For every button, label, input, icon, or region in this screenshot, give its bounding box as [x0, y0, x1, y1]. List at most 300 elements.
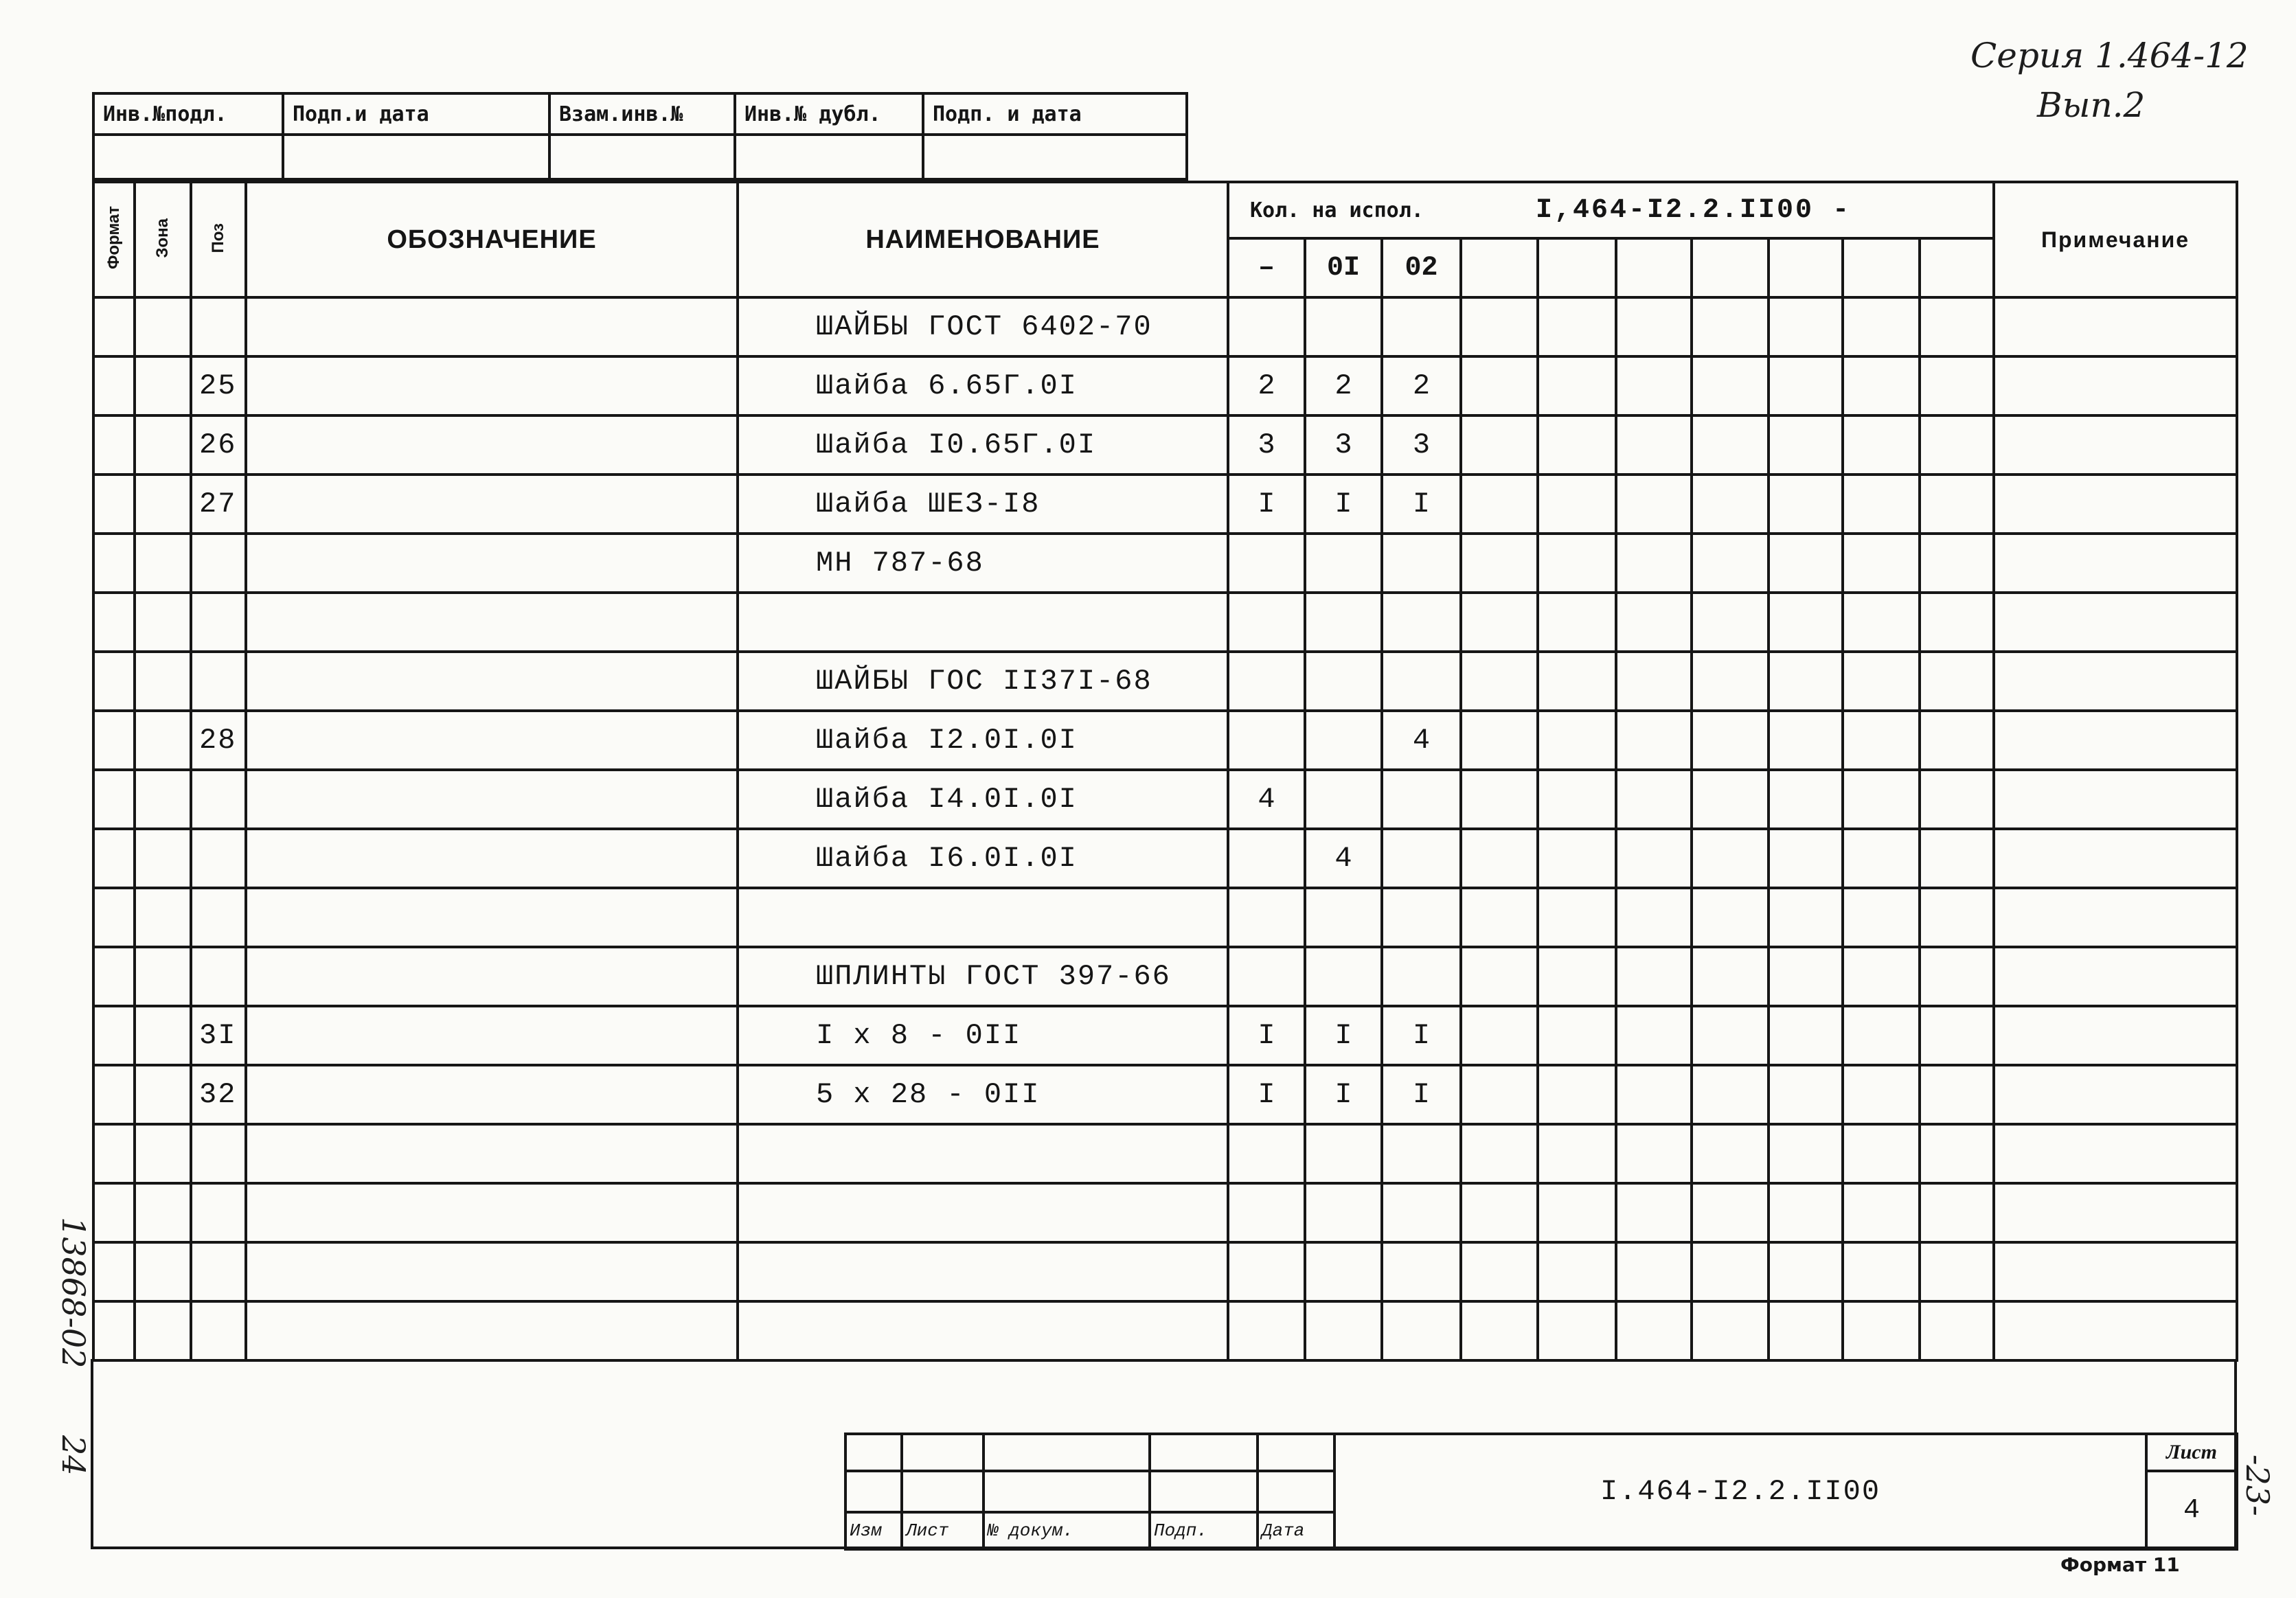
quantity-cell [1769, 711, 1843, 770]
zone-cell [135, 1301, 191, 1360]
format-cell [93, 593, 135, 652]
note-cell [1994, 415, 2237, 475]
quantity-cell [1616, 888, 1692, 947]
designation-cell [246, 534, 738, 593]
header-variant [1769, 238, 1843, 297]
quantity-cell [1843, 475, 1920, 534]
quantity-cell: I [1382, 1006, 1461, 1065]
format-cell [93, 475, 135, 534]
quantity-cell [1843, 1301, 1920, 1360]
archive-stamp-table [92, 92, 1188, 181]
quantity-cell [1228, 1183, 1305, 1242]
quantity-cell [1461, 593, 1538, 652]
quantity-cell [1228, 297, 1305, 356]
zone-cell [135, 829, 191, 888]
note-cell [1994, 534, 2237, 593]
quantity-cell [1461, 1065, 1538, 1124]
name-cell: Шайба I6.0I.0I [738, 829, 1228, 888]
quantity-cell [1382, 534, 1461, 593]
quantity-cell [1692, 947, 1769, 1006]
zone-cell [135, 947, 191, 1006]
quantity-cell [1228, 1242, 1305, 1301]
format-cell [93, 1124, 135, 1183]
quantity-cell [1692, 1006, 1769, 1065]
quantity-cell [1305, 888, 1382, 947]
header-variant: 0I [1305, 238, 1382, 297]
series-handwritten-note: Серия 1.464-12 [1970, 36, 2249, 76]
spec-row [93, 888, 2237, 947]
quantity-cell: 2 [1305, 356, 1382, 415]
quantity-cell [1616, 534, 1692, 593]
quantity-cell [1920, 1124, 1994, 1183]
header-variant [1461, 238, 1538, 297]
quantity-cell [1769, 593, 1843, 652]
spec-row [93, 770, 2237, 829]
quantity-cell [1920, 534, 1994, 593]
quantity-cell [1305, 1242, 1382, 1301]
header-quantity-label: Кол. на испол. [1250, 198, 1424, 222]
quantity-cell: 3 [1382, 415, 1461, 475]
header-document-number: I,464-I2.2.II00 - [1536, 194, 1852, 226]
name-cell: ШАЙБЫ ГОС II37I-68 [738, 652, 1228, 711]
zone-cell [135, 1183, 191, 1242]
quantity-cell: I [1305, 1065, 1382, 1124]
header-variant: 02 [1382, 238, 1461, 297]
note-cell [1994, 1242, 2237, 1301]
note-cell [1994, 1124, 2237, 1183]
note-cell [1994, 593, 2237, 652]
spec-row [93, 711, 2237, 770]
specification-table [92, 181, 2238, 1362]
revision-cell [1150, 1434, 1258, 1471]
quantity-cell [1692, 652, 1769, 711]
title-block [844, 1433, 2238, 1551]
spec-row [93, 356, 2237, 415]
quantity-cell [1538, 415, 1616, 475]
label-document-no: № докум. [984, 1512, 1150, 1549]
quantity-cell [1843, 1183, 1920, 1242]
quantity-cell: I [1305, 475, 1382, 534]
quantity-cell [1538, 593, 1616, 652]
quantity-cell [1382, 770, 1461, 829]
quantity-cell [1461, 1242, 1538, 1301]
quantity-cell [1228, 1301, 1305, 1360]
label-change: Изм [845, 1512, 902, 1549]
stamp-value-cell [735, 135, 923, 179]
header-quantity-group [1228, 182, 1994, 238]
format-cell [93, 888, 135, 947]
quantity-cell [1305, 947, 1382, 1006]
spec-row [93, 652, 2237, 711]
quantity-cell [1538, 1124, 1616, 1183]
quantity-cell: 4 [1228, 770, 1305, 829]
zone-cell [135, 534, 191, 593]
name-cell [738, 1183, 1228, 1242]
quantity-cell [1843, 356, 1920, 415]
position-cell: 25 [191, 356, 246, 415]
quantity-cell [1769, 1065, 1843, 1124]
stamp-value-cell [283, 135, 549, 179]
quantity-cell [1538, 829, 1616, 888]
quantity-cell [1920, 1183, 1994, 1242]
designation-cell [246, 475, 738, 534]
label-date: Дата [1258, 1512, 1334, 1549]
quantity-cell [1461, 1301, 1538, 1360]
designation-cell [246, 711, 738, 770]
position-cell [191, 1301, 246, 1360]
quantity-cell [1769, 770, 1843, 829]
quantity-cell [1769, 652, 1843, 711]
spec-body [93, 297, 2237, 1360]
note-cell [1994, 356, 2237, 415]
header-position [191, 182, 246, 297]
quantity-cell [1538, 356, 1616, 415]
quantity-cell [1616, 593, 1692, 652]
quantity-cell [1843, 888, 1920, 947]
quantity-cell [1920, 1006, 1994, 1065]
label-sheet: Лист [902, 1512, 984, 1549]
format-cell [93, 947, 135, 1006]
name-cell: Шайба ШЕЗ-I8 [738, 475, 1228, 534]
quantity-cell [1843, 711, 1920, 770]
quantity-cell [1382, 1124, 1461, 1183]
quantity-cell [1920, 652, 1994, 711]
quantity-cell [1461, 297, 1538, 356]
quantity-cell [1305, 1124, 1382, 1183]
quantity-cell [1692, 829, 1769, 888]
quantity-cell [1920, 770, 1994, 829]
quantity-cell [1616, 415, 1692, 475]
quantity-cell [1692, 475, 1769, 534]
spec-row [93, 1301, 2237, 1360]
quantity-cell [1843, 297, 1920, 356]
quantity-cell: I [1382, 475, 1461, 534]
quantity-cell [1616, 711, 1692, 770]
quantity-cell [1769, 1006, 1843, 1065]
quantity-cell [1382, 593, 1461, 652]
designation-cell [246, 1124, 738, 1183]
quantity-cell [1305, 1183, 1382, 1242]
designation-cell [246, 652, 738, 711]
format-cell [93, 1065, 135, 1124]
stamp-value-cell [923, 135, 1187, 179]
quantity-cell [1538, 297, 1616, 356]
quantity-cell [1616, 770, 1692, 829]
quantity-cell [1461, 947, 1538, 1006]
quantity-cell [1382, 297, 1461, 356]
quantity-cell [1920, 711, 1994, 770]
quantity-cell: 3 [1305, 415, 1382, 475]
quantity-cell: I [1305, 1006, 1382, 1065]
position-cell [191, 652, 246, 711]
quantity-cell [1461, 888, 1538, 947]
zone-cell [135, 297, 191, 356]
header-position-label: Поз [209, 222, 227, 253]
zone-cell [135, 711, 191, 770]
quantity-cell [1228, 534, 1305, 593]
revision-cell [984, 1434, 1150, 1471]
title-document-number: I.464-I2.2.II00 [1334, 1434, 2146, 1549]
position-cell [191, 297, 246, 356]
note-cell [1994, 652, 2237, 711]
format-cell [93, 711, 135, 770]
quantity-cell [1920, 415, 1994, 475]
quantity-cell [1538, 534, 1616, 593]
quantity-cell [1382, 888, 1461, 947]
quantity-cell [1616, 947, 1692, 1006]
spec-row [93, 1183, 2237, 1242]
quantity-cell [1461, 1124, 1538, 1183]
quantity-cell [1920, 1242, 1994, 1301]
quantity-cell [1616, 1065, 1692, 1124]
quantity-cell [1920, 1065, 1994, 1124]
position-cell: 32 [191, 1065, 246, 1124]
zone-cell [135, 1124, 191, 1183]
quantity-cell [1769, 297, 1843, 356]
position-cell [191, 829, 246, 888]
quantity-cell [1843, 415, 1920, 475]
quantity-cell [1616, 1124, 1692, 1183]
quantity-cell [1769, 1183, 1843, 1242]
quantity-cell [1920, 888, 1994, 947]
spec-row [93, 829, 2237, 888]
name-cell: Шайба 6.65Г.0I [738, 356, 1228, 415]
quantity-cell [1692, 534, 1769, 593]
zone-cell [135, 356, 191, 415]
designation-cell [246, 1301, 738, 1360]
position-cell: 28 [191, 711, 246, 770]
stamp-header-replaces-inventory: Взам.инв.№ [549, 93, 735, 135]
quantity-cell [1305, 711, 1382, 770]
quantity-cell [1228, 1124, 1305, 1183]
quantity-cell [1461, 1183, 1538, 1242]
format-cell [93, 1242, 135, 1301]
spec-row [93, 1242, 2237, 1301]
name-cell [738, 593, 1228, 652]
quantity-cell [1616, 652, 1692, 711]
format-cell [93, 1006, 135, 1065]
quantity-cell [1769, 475, 1843, 534]
quantity-cell [1616, 297, 1692, 356]
quantity-cell: 4 [1382, 711, 1461, 770]
quantity-cell: I [1228, 1006, 1305, 1065]
revision-cell [845, 1434, 902, 1471]
format-cell [93, 770, 135, 829]
name-cell: Шайба I4.0I.0I [738, 770, 1228, 829]
name-cell: МН 787-68 [738, 534, 1228, 593]
zone-cell [135, 652, 191, 711]
quantity-cell [1461, 534, 1538, 593]
quantity-cell [1305, 652, 1382, 711]
quantity-cell: I [1228, 475, 1305, 534]
quantity-cell: 3 [1228, 415, 1305, 475]
quantity-cell [1382, 947, 1461, 1006]
quantity-cell [1305, 593, 1382, 652]
quantity-cell [1692, 888, 1769, 947]
name-cell [738, 1301, 1228, 1360]
revision-cell [1150, 1471, 1258, 1512]
quantity-cell [1382, 652, 1461, 711]
name-cell: 5 x 28 - 0II [738, 1065, 1228, 1124]
quantity-cell [1920, 1301, 1994, 1360]
name-cell: I x 8 - 0II [738, 1006, 1228, 1065]
format-cell [93, 1301, 135, 1360]
revision-cell [1258, 1434, 1334, 1471]
quantity-cell [1692, 711, 1769, 770]
quantity-cell [1843, 652, 1920, 711]
quantity-cell [1228, 652, 1305, 711]
name-cell [738, 888, 1228, 947]
name-cell [738, 1124, 1228, 1183]
quantity-cell [1769, 356, 1843, 415]
quantity-cell [1692, 1242, 1769, 1301]
spec-row [93, 593, 2237, 652]
name-cell [738, 1242, 1228, 1301]
header-zone-label: Зона [153, 218, 172, 258]
quantity-cell [1382, 1242, 1461, 1301]
quantity-cell [1616, 356, 1692, 415]
header-variant [1692, 238, 1769, 297]
quantity-cell [1692, 770, 1769, 829]
note-cell [1994, 829, 2237, 888]
format-cell [93, 297, 135, 356]
quantity-cell [1769, 534, 1843, 593]
stamp-header-row [93, 93, 1187, 135]
header-variant [1843, 238, 1920, 297]
quantity-cell [1843, 770, 1920, 829]
revision-cell [845, 1471, 902, 1512]
quantity-cell [1843, 593, 1920, 652]
quantity-cell [1305, 534, 1382, 593]
quantity-cell [1920, 297, 1994, 356]
note-cell [1994, 770, 2237, 829]
zone-cell [135, 1006, 191, 1065]
sheet-label: Лист [2146, 1434, 2237, 1471]
position-cell: 27 [191, 475, 246, 534]
stamp-header-inventory-original: Инв.№подл. [93, 93, 283, 135]
quantity-cell [1538, 947, 1616, 1006]
quantity-cell [1843, 1242, 1920, 1301]
header-designation: ОБОЗНАЧЕНИЕ [246, 182, 738, 297]
quantity-cell [1769, 1242, 1843, 1301]
quantity-cell [1538, 1006, 1616, 1065]
quantity-cell [1692, 1183, 1769, 1242]
quantity-cell [1843, 1006, 1920, 1065]
spec-row [93, 475, 2237, 534]
format-cell [93, 829, 135, 888]
spec-header-row [93, 182, 2237, 238]
quantity-cell [1920, 829, 1994, 888]
stamp-value-cell [93, 135, 283, 179]
header-variant [1920, 238, 1994, 297]
designation-cell [246, 770, 738, 829]
quantity-cell [1461, 711, 1538, 770]
quantity-cell: 4 [1305, 829, 1382, 888]
sheet-number: 4 [2146, 1471, 2237, 1549]
revision-cell [1258, 1471, 1334, 1512]
quantity-cell [1616, 1242, 1692, 1301]
header-variant: – [1228, 238, 1305, 297]
name-cell: Шайба I0.65Г.0I [738, 415, 1228, 475]
name-cell: ШАЙБЫ ГОСТ 6402-70 [738, 297, 1228, 356]
format-cell [93, 534, 135, 593]
spec-row [93, 1006, 2237, 1065]
position-cell [191, 1124, 246, 1183]
stamp-value-row [93, 135, 1187, 179]
right-margin-page-number: -23- [2239, 1454, 2276, 1516]
quantity-cell [1461, 652, 1538, 711]
quantity-cell [1692, 1065, 1769, 1124]
quantity-cell [1228, 593, 1305, 652]
quantity-cell [1920, 356, 1994, 415]
zone-cell [135, 770, 191, 829]
designation-cell [246, 1242, 738, 1301]
title-block-row [845, 1434, 2237, 1471]
quantity-cell [1228, 947, 1305, 1006]
quantity-cell [1616, 1301, 1692, 1360]
designation-cell [246, 297, 738, 356]
designation-cell [246, 888, 738, 947]
quantity-cell [1228, 829, 1305, 888]
stamp-header-signature-date: Подп.и дата [283, 93, 549, 135]
page-format-label: Формат 11 [2060, 1553, 2180, 1576]
header-name: НАИМЕНОВАНИЕ [738, 182, 1228, 297]
label-signature: Подп. [1150, 1512, 1258, 1549]
quantity-cell [1692, 356, 1769, 415]
header-note: Примечание [1994, 182, 2237, 297]
spec-row [93, 415, 2237, 475]
quantity-cell [1461, 415, 1538, 475]
quantity-cell [1538, 711, 1616, 770]
format-cell [93, 415, 135, 475]
header-format-label: Формат [104, 206, 123, 270]
quantity-cell [1461, 1006, 1538, 1065]
issue-handwritten-note: Вып.2 [2037, 85, 2146, 125]
quantity-cell [1616, 1006, 1692, 1065]
quantity-cell [1382, 1183, 1461, 1242]
designation-cell [246, 1065, 738, 1124]
format-cell [93, 1183, 135, 1242]
stamp-value-cell [549, 135, 735, 179]
spec-row [93, 534, 2237, 593]
quantity-cell [1538, 1065, 1616, 1124]
quantity-cell [1538, 475, 1616, 534]
position-cell [191, 1242, 246, 1301]
quantity-cell [1382, 829, 1461, 888]
quantity-cell [1305, 297, 1382, 356]
quantity-cell [1692, 593, 1769, 652]
quantity-cell [1920, 475, 1994, 534]
designation-cell [246, 593, 738, 652]
note-cell [1994, 947, 2237, 1006]
quantity-cell [1538, 1301, 1616, 1360]
note-cell [1994, 1301, 2237, 1360]
header-variant [1538, 238, 1616, 297]
designation-cell [246, 829, 738, 888]
quantity-cell [1538, 1183, 1616, 1242]
zone-cell [135, 1242, 191, 1301]
note-cell [1994, 1183, 2237, 1242]
note-cell [1994, 1006, 2237, 1065]
spec-row [93, 947, 2237, 1006]
header-format [93, 182, 135, 297]
revision-cell [984, 1471, 1150, 1512]
position-cell [191, 593, 246, 652]
quantity-cell [1538, 888, 1616, 947]
name-cell: Шайба I2.0I.0I [738, 711, 1228, 770]
designation-cell [246, 947, 738, 1006]
quantity-cell [1461, 475, 1538, 534]
